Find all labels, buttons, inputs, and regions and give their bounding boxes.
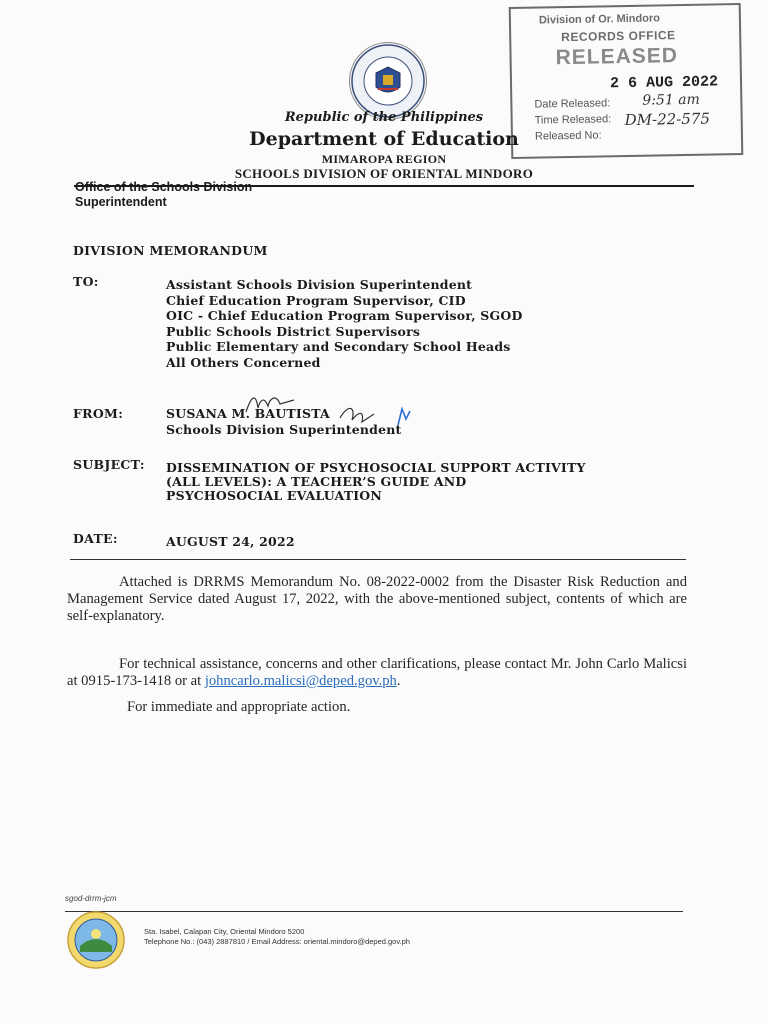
subject-line: DISSEMINATION OF PSYCHOSOCIAL SUPPORT ACTIVITY [166,460,586,475]
recipient: Chief Education Program Supervisor, CID [166,292,466,308]
address-line: Sta. Isabel, Calapan City, Oriental Mindoro 5200 [144,927,305,936]
stamp-records: RECORDS OFFICE [561,28,676,45]
deped-seal-icon [349,42,427,120]
stamp-hand-number: DM-22-575 [624,109,711,130]
office-line-2: Superintendent [75,195,167,209]
body-paragraph-1: Attached is DRRMS Memorandum No. 08-2022-0002 from the Disaster Risk Reduction and Management Service dated August 17, 2022, with the above-mentioned subject, contents of which are self-explanatory. [67,574,687,624]
body-paragraph-2 [67,656,687,690]
body-paragraph-3: For immediate and appropriate action. [127,699,351,715]
recipient: Public Elementary and Secondary School Heads [166,339,511,354]
sender-name: SUSANA M. BAUTISTA [166,406,330,421]
recipient: OIC - Chief Education Program Supervisor, SGOD [166,308,523,323]
region-line: MIMAROPA REGION [321,152,447,166]
stamp-row-no: Released No: [534,129,602,143]
body-divider [70,559,686,560]
subject-text [166,461,586,503]
office-line-1: Office of the Schools Division [75,180,253,194]
division-seal-icon [66,910,126,970]
stamp-status: RELEASED [555,44,679,70]
subject-label: SUBJECT: [73,457,145,472]
department-title: Department of Education [249,128,519,150]
republic-line: Republic of the Philippines [284,110,484,125]
contact-text: For technical assistance, concerns and other clarifications, please contact Mr. John Carlo Malicsi at 0915-173-1418 or at [67,656,687,689]
footer-divider [65,911,683,912]
office-heading [75,180,252,210]
date-label: DATE: [73,531,118,546]
stamp-office: Division of Or. Mindoro [538,12,661,27]
division-line: SCHOOLS DIVISION OF ORIENTAL MINDORO [234,166,534,181]
recipient: Public Schools District Supervisors [166,323,421,339]
recipient: Assistant Schools Division Superintendent [166,277,473,292]
subject-line: (ALL LEVELS): A TEACHER’S GUIDE AND [166,474,467,489]
subject-line: PSYCHOSOCIAL EVALUATION [166,488,382,503]
contact-email-link[interactable]: johncarlo.malicsi@deped.gov.ph [204,673,397,689]
to-label: TO: [73,274,99,289]
memo-date: AUGUST 24, 2022 [166,534,295,549]
stamp-row-time: Time Released: [534,113,612,127]
contact-line: Telephone No.: (043) 2887810 / Email Address: oriental.mindoro@deped.gov.ph [144,937,410,946]
stamp-row-date: Date Released: [534,97,611,111]
sender-title: Schools Division Superintendent [166,421,402,437]
to-recipients [166,277,523,370]
stamp-date: 2 6 AUG 2022 [609,73,719,93]
reference-code: sgod-drrm-jcm [65,894,117,903]
stamp-hand-time: 9:51 am [642,91,700,109]
contact-text-end: . [396,673,401,689]
from-label: FROM: [73,406,124,421]
from-sender [166,406,402,437]
footer-address [144,927,410,947]
recipient: All Others Concerned [166,354,321,370]
memo-title: DIVISION MEMORANDUM [73,243,268,258]
